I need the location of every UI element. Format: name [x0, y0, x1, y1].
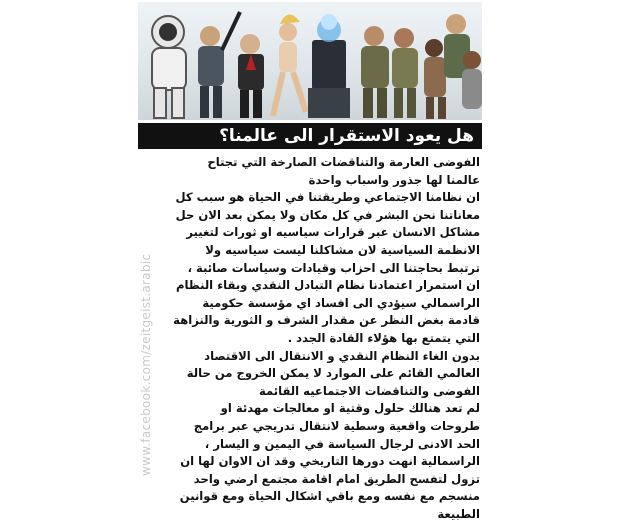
paragraph: الفوضى العارمة والتناقضات الصارخة التي تجتاح عالمنا لها جذور واسباب واحدة — [207, 155, 480, 187]
crowd-illustration-icon — [138, 2, 482, 120]
watermark-url: www.facebook.com/zeitgeist.arabic — [139, 253, 153, 476]
header-illustration — [138, 2, 482, 120]
paragraph: لم تعد هنالك حلول وقتية او معالجات مهدئة او طروحات واقعية وسطية لانتقال تدريجي عبر برامج الحد الادنى لرجال السياسة في اليمين و اليسار ، الراسمالية انهت دورها التاريخي وقد ان الاوان لها ان تزول لتفسح الطريق امام اقامة مجتمع ارضي واحد منسجم مع نفسه ومع باقي اشكال الحياة ومع قوانين الطبيعة — [179, 401, 480, 521]
paragraph: ان نظامنا الاجتماعي وطريقتنا في الحياة هو سبب كل معاناتنا نحن البشر في كل مكان ولا يمكن بعد الان حل مشاكل الانسان عبر قرارات سياسيه او ثورات لتغيير الانظمة السياسية لان مشاكلنا ليست سياسيه ولا ترتبط بحاجتنا الى احزاب وقيادات وسياسات صائبة ، ان استمرار اعتمادنا نظام التبادل النقدي وبقاء النظام الراسمالي سيؤدي الى افساد اي مؤسسة حكومية قادمة بغض النظر عن مقدار الشرف و الثورية والنزاهة التي يتمتع بها هؤلاء القادة الجدد . — [173, 190, 480, 345]
page-title: هل يعود الاستقرار الى عالمنا؟ — [138, 123, 482, 149]
paragraph: بدون الغاء النظام النقدي و الانتقال الى الاقتصاد العالمي القائم على الموارد لا يمكن الخروج من حالة الفوضى والتناقضات الاجتماعيه القائمة — [186, 348, 480, 398]
article-body — [172, 154, 480, 521]
